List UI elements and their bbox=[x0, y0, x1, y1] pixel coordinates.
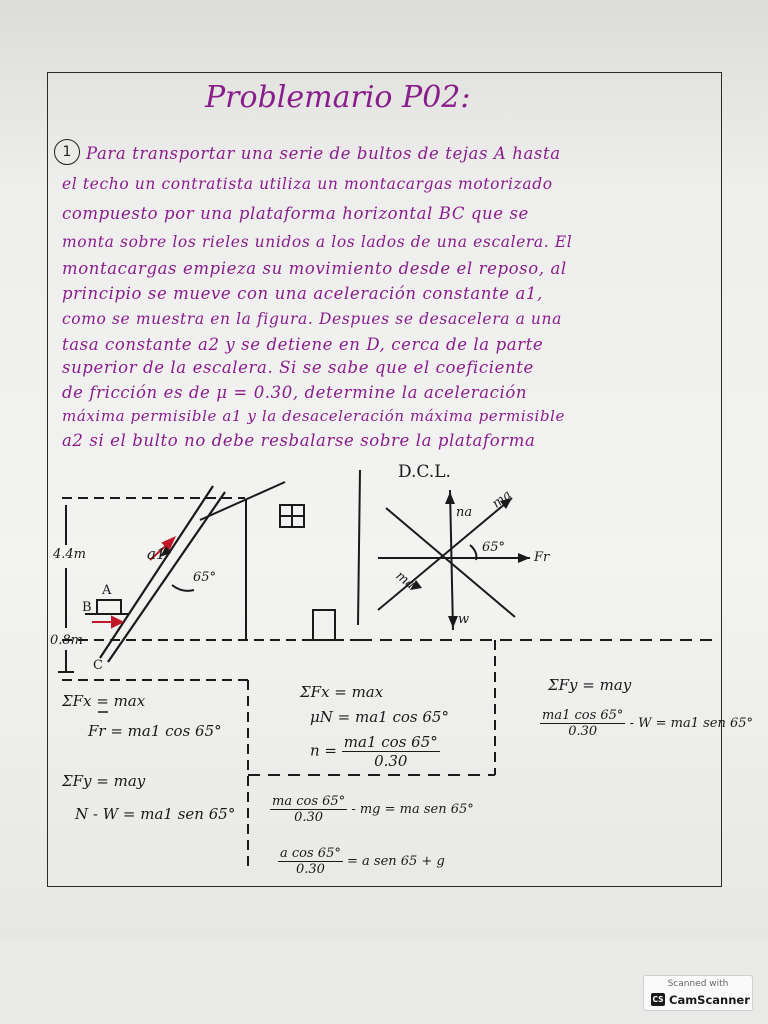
eq-sum-fy-right: ΣFy = may bbox=[548, 676, 632, 694]
b1-numerator: ma cos 65° bbox=[272, 794, 346, 809]
b2-denominator: 0.30 bbox=[295, 862, 325, 877]
fy-fraction bbox=[540, 708, 625, 739]
dcl-na: na bbox=[456, 505, 473, 520]
eq-fy-right bbox=[540, 708, 753, 739]
problem-line: Para transportar una serie de bultos de tejas A hasta bbox=[86, 144, 561, 163]
box-a bbox=[97, 600, 121, 614]
eq-fr: Fr = ma1 cos 65° bbox=[88, 722, 222, 740]
b1-rest: - mg = ma sen 65° bbox=[351, 802, 474, 817]
problem-number: 1 bbox=[54, 139, 80, 165]
eq-n-minus-w: N - W = ma1 sen 65° bbox=[75, 805, 236, 823]
problem-line: máxima permisible a1 y la desaceleración máxima permisible bbox=[62, 407, 566, 425]
n-eq-fraction bbox=[342, 733, 440, 770]
watermark-brand: CamScanner bbox=[669, 993, 750, 1007]
page-title: Problemario P02: bbox=[205, 80, 471, 115]
problem-line: a2 si el bulto no debe resbalarse sobre la plataforma bbox=[62, 431, 536, 450]
b1-fraction bbox=[270, 794, 347, 825]
dcl-ma-left: ma bbox=[392, 568, 418, 593]
b2-rest: = a sen 65 + g bbox=[346, 854, 445, 869]
eq-combined-2 bbox=[278, 846, 445, 877]
dcl-title: D.C.L. bbox=[398, 462, 451, 482]
camscanner-watermark bbox=[643, 975, 753, 1011]
fy-rest: - W = ma1 sen 65° bbox=[629, 716, 754, 731]
problem-line: principio se mueve con una aceleración constante a1, bbox=[62, 284, 543, 303]
fy-denominator: 0.30 bbox=[568, 724, 598, 739]
accel-label-a1: a1 bbox=[147, 545, 166, 563]
b1-denominator: 0.30 bbox=[294, 810, 324, 825]
fy-numerator: ma1 cos 65° bbox=[542, 708, 624, 723]
watermark-caption: Scanned with bbox=[667, 979, 729, 989]
problem-line: superior de la escalera. Si se sabe que el coeficiente bbox=[62, 358, 534, 377]
problem-line: como se muestra en la figura. Despues se desacelera a una bbox=[62, 310, 562, 328]
eq-sum-fx-left: ΣFx = max bbox=[62, 692, 146, 710]
ladder-angle: 65° bbox=[193, 570, 217, 585]
arrow-fr bbox=[518, 553, 530, 563]
n-eq-lhs: n = bbox=[310, 741, 337, 760]
door bbox=[313, 610, 335, 640]
n-eq-denominator: 0.30 bbox=[374, 752, 408, 770]
angle-arc bbox=[172, 585, 194, 591]
fbd-line bbox=[450, 490, 453, 630]
dcl-ma-top: ma bbox=[489, 487, 515, 512]
problem-line: monta sobre los rieles unidos a los lados de una escalera. El bbox=[62, 233, 573, 251]
b2-numerator: a cos 65° bbox=[280, 846, 341, 861]
eq-n-solution bbox=[310, 733, 440, 770]
height-label-bottom: 0.8m bbox=[50, 633, 84, 648]
camscanner-logo-icon: CS bbox=[652, 995, 664, 1004]
eq-sum-fy-left: ΣFy = may bbox=[62, 772, 146, 790]
label-b: B bbox=[82, 600, 92, 615]
dcl-angle: 65° bbox=[482, 540, 506, 555]
problem-line: tasa constante a2 y se detiene en D, cerca de la parte bbox=[62, 335, 544, 354]
label-a: A bbox=[102, 583, 112, 598]
problem-line: de fricción es de μ = 0.30, determine la aceleración bbox=[62, 383, 528, 402]
eq-sum-fx-mid: ΣFx = max bbox=[300, 683, 384, 701]
dcl-fr: Fr bbox=[534, 550, 550, 565]
problem-line: compuesto por una plataforma horizontal BC que se bbox=[62, 204, 529, 223]
arrow-w bbox=[448, 616, 458, 628]
eq-combined-1 bbox=[270, 794, 474, 825]
height-label-top: 4.4m bbox=[53, 547, 87, 562]
problem-line: el techo un contratista utiliza un montacargas motorizado bbox=[62, 175, 553, 193]
n-eq-numerator: ma1 cos 65° bbox=[343, 733, 438, 751]
dcl-w: w bbox=[458, 612, 470, 627]
b2-fraction bbox=[278, 846, 343, 877]
arrow-na bbox=[445, 492, 455, 504]
eq-mu-n: μN = ma1 cos 65° bbox=[310, 708, 449, 726]
divider-line bbox=[358, 470, 360, 625]
problem-line: montacargas empieza su movimiento desde el reposo, al bbox=[62, 259, 567, 278]
label-c: C bbox=[93, 658, 103, 673]
